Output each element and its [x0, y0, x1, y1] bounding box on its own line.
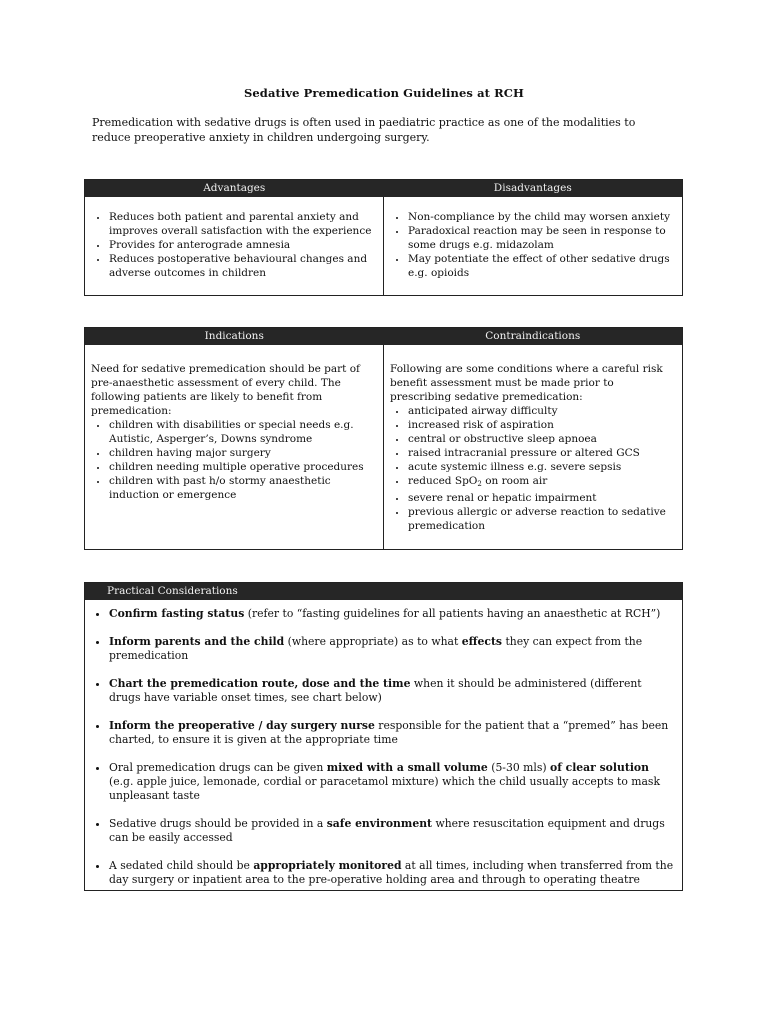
plain-text: at all times, including when transferred from the day surgery or inpatient area to the pre-operative holding area and through to operating theatre	[109, 859, 674, 886]
spo2-suffix: on room air	[481, 475, 548, 487]
spo2-label: reduced SpO	[408, 475, 478, 487]
intro-paragraph: Premedication with sedative drugs is often used in paediatric practice as one of the modalities to reduce preoperative anxiety in children undergoing surgery.	[92, 116, 636, 144]
plain-text: (5-30 mls)	[487, 761, 551, 774]
list-item: • Paradoxical reaction may be seen in response to some drugs e.g. midazolam	[407, 224, 676, 252]
bold-text: safe environment	[326, 817, 433, 830]
plain-text: Oral premedication drugs can be given	[109, 761, 327, 774]
list-item	[108, 677, 676, 705]
advantages-header: Advantages	[203, 182, 266, 194]
plain-text: (where appropriate) as to what	[284, 635, 462, 648]
list-item: • children with past h/o stormy anaesthetic induction or emergence	[108, 474, 377, 502]
list-item: • raised intracranial pressure or altered GCS	[407, 446, 676, 460]
bold-text: of clear solution	[550, 761, 649, 774]
list-item: • severe renal or hepatic impairment	[407, 491, 676, 505]
list-item: • Reduces postoperative behavioural changes and adverse outcomes in children	[108, 252, 377, 280]
bold-text: Inform the preoperative / day surgery nurse	[109, 719, 375, 732]
list-item: • children with disabilities or special needs e.g. Autistic, Asperger’s, Downs syndrome	[108, 418, 377, 446]
bold-text: effects	[461, 635, 503, 648]
table-header	[85, 180, 682, 197]
plain-text: Sedative drugs should be provided in a	[109, 817, 327, 830]
bold-text: Chart the premedication route, dose and the time	[109, 677, 411, 690]
list-item: • increased risk of aspiration	[407, 418, 676, 432]
plain-text: (e.g. apple juice, lemonade, cordial or paracetamol mixture) which the child usually accepts to mask unpleasant taste	[109, 775, 661, 802]
spo2-subscript: 2	[477, 480, 482, 488]
list-item	[108, 719, 676, 747]
contraindications-list	[390, 404, 676, 533]
list-item: • children having major surgery	[108, 446, 377, 460]
list-item	[108, 607, 676, 621]
list-item: • anticipated airway difficulty	[407, 404, 676, 418]
list-item: • previous allergic or adverse reaction to sedative premedication	[407, 505, 676, 533]
list-item: • Reduces both patient and parental anxiety and improves overall satisfaction with the experience	[108, 210, 377, 238]
bold-text: Confirm fasting status	[109, 607, 245, 620]
list-item	[108, 817, 676, 845]
page-title: Sedative Premedication Guidelines at RCH	[243, 86, 525, 100]
advantages-column	[85, 197, 383, 295]
practical-header-bar	[85, 583, 682, 600]
plain-text: when it should be administered (different drugs have variable onset times, see chart below)	[109, 677, 642, 704]
plain-text: where resuscitation equipment and drugs can be easily accessed	[109, 817, 665, 844]
indications-list	[91, 418, 377, 502]
plain-text: they can expect from the premedication	[109, 635, 643, 662]
indications-header: Indications	[204, 330, 264, 342]
indications-text: Need for sedative premedication should be part of pre-anaesthetic assessment of every child. The following patients are likely to benefit from premedication:	[91, 363, 360, 417]
list-item	[407, 474, 676, 491]
contraindications-column	[383, 345, 682, 549]
list-item: • May potentiate the effect of other sedative drugs e.g. opioids	[407, 252, 676, 280]
bold-text: mixed with a small volume	[326, 761, 488, 774]
contraindications-text: Following are some conditions where a careful risk benefit assessment must be made prior to prescribing sedative premedication:	[390, 363, 663, 403]
advantages-list	[91, 210, 377, 280]
list-item	[108, 859, 676, 887]
practical-list	[91, 607, 676, 887]
list-item: • Provides for anterograde amnesia	[108, 238, 377, 252]
bold-text: appropriately monitored	[253, 859, 402, 872]
disadvantages-column	[383, 197, 682, 295]
plain-text: (refer to “fasting guidelines for all patients having an anaesthetic at RCH”)	[244, 607, 661, 620]
advantages-disadvantages-table	[84, 179, 683, 296]
plain-text: A sedated child should be	[109, 859, 254, 872]
practical-header: Practical Considerations	[107, 585, 238, 597]
bold-text: Inform parents and the child	[109, 635, 285, 648]
disadvantages-list	[390, 210, 676, 280]
indications-column	[85, 345, 383, 549]
disadvantages-header: Disadvantages	[493, 182, 572, 194]
table-header	[85, 328, 682, 345]
list-item: • children needing multiple operative procedures	[108, 460, 377, 474]
practical-considerations-box	[84, 582, 683, 891]
list-item: • acute systemic illness e.g. severe sepsis	[407, 460, 676, 474]
list-item: • Non-compliance by the child may worsen anxiety	[407, 210, 676, 224]
plain-text: responsible for the patient that a “premed” has been charted, to ensure it is given at the appropriate time	[109, 719, 669, 746]
list-item	[108, 761, 676, 803]
list-item	[108, 635, 676, 663]
list-item: • central or obstructive sleep apnoea	[407, 432, 676, 446]
indications-contraindications-table	[84, 327, 683, 550]
contraindications-header: Contraindications	[485, 330, 581, 342]
